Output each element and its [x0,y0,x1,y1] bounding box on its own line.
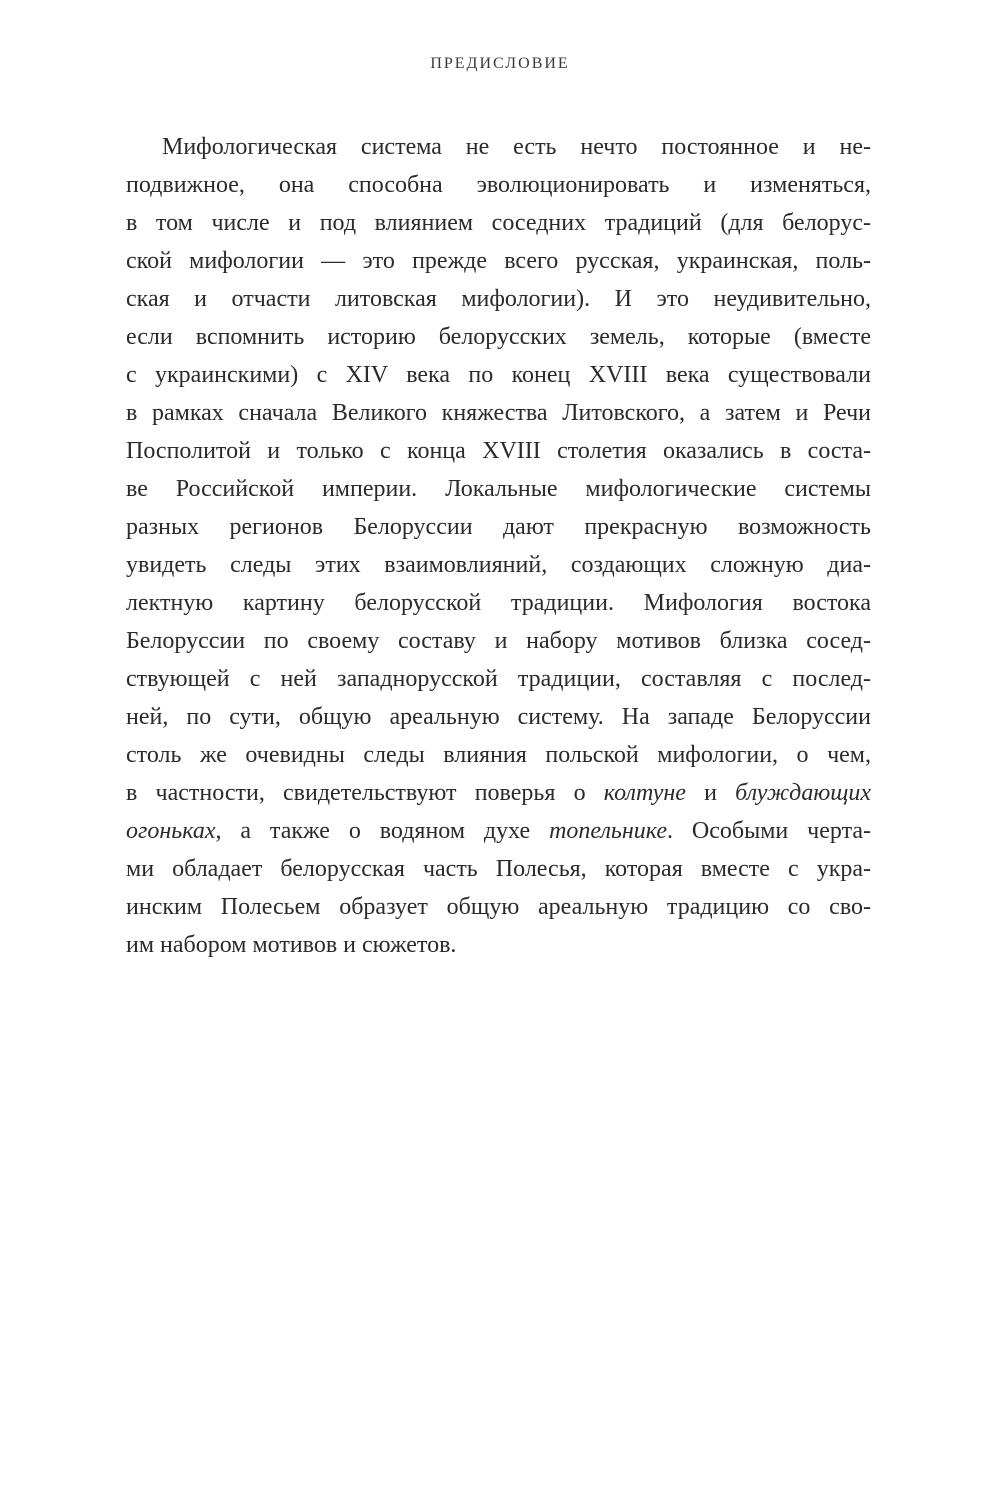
text-line: ской мифологии — это прежде всего русская, украинская, поль- [126,248,871,274]
text-run: в частности, свидетельствуют поверья о [126,780,604,806]
italic-term-lights: огоньках [126,818,216,844]
text-run: , а также о водяном духе [215,818,550,844]
text-line: разных регионов Белоруссии дают прекрасную возможность [126,514,871,540]
text-line: столь же очевидны следы влияния польской мифологии, о чем, [126,742,871,768]
italic-term-wandering: блуждающих [735,780,872,806]
text-line: ствующей с ней западнорусской традиции, составляя с послед- [126,666,871,692]
text-line: ней, по сути, общую ареальную систему. На западе Белоруссии [126,704,871,730]
text-line: если вспомнить историю белорусских земель, которые (вместе [126,324,871,350]
italic-term-koltun: колтуне [603,780,686,806]
text-line: Мифологическая система не есть нечто постоянное и не- [162,134,871,160]
text-line: лектную картину белорусской традиции. Мифология востока [126,590,871,616]
text-line: Посполитой и только с конца XVIII столетия оказались в соста- [126,438,871,464]
text-line: в том числе и под влиянием соседних традиций (для белорус- [126,210,871,236]
text-line: Белоруссии по своему составу и набору мотивов близка сосед- [126,628,871,654]
text-line-mixed [126,774,871,812]
text-line: с украинскими) с XIV века по конец XVIII века существовали [126,362,871,388]
text-line: ми обладает белорусская часть Полесья, которая вместе с укра- [126,856,871,882]
text-line: ская и отчасти литовская мифологии). И это неудивительно, [126,286,871,312]
text-line: в рамках сначала Великого княжества Литовского, а затем и Речи [126,400,871,426]
italic-term-topelnik: топельнике [549,818,668,844]
text-line: им набором мотивов и сюжетов. [126,932,457,958]
text-line-mixed [126,812,871,850]
text-line: ве Российской империи. Локальные мифологические системы [126,476,871,502]
text-line: инским Полесьем образует общую ареальную традицию со сво- [126,894,871,920]
text-line: подвижное, она способна эволюционировать и изменяться, [126,172,871,198]
text-line: увидеть следы этих взаимовлияний, создающих сложную диа- [126,552,871,578]
text-run: и [685,780,736,806]
text-run: . Особыми черта- [667,818,871,844]
body-paragraph [126,128,871,964]
running-head-title: ПРЕДИСЛОВИЕ [430,55,570,72]
